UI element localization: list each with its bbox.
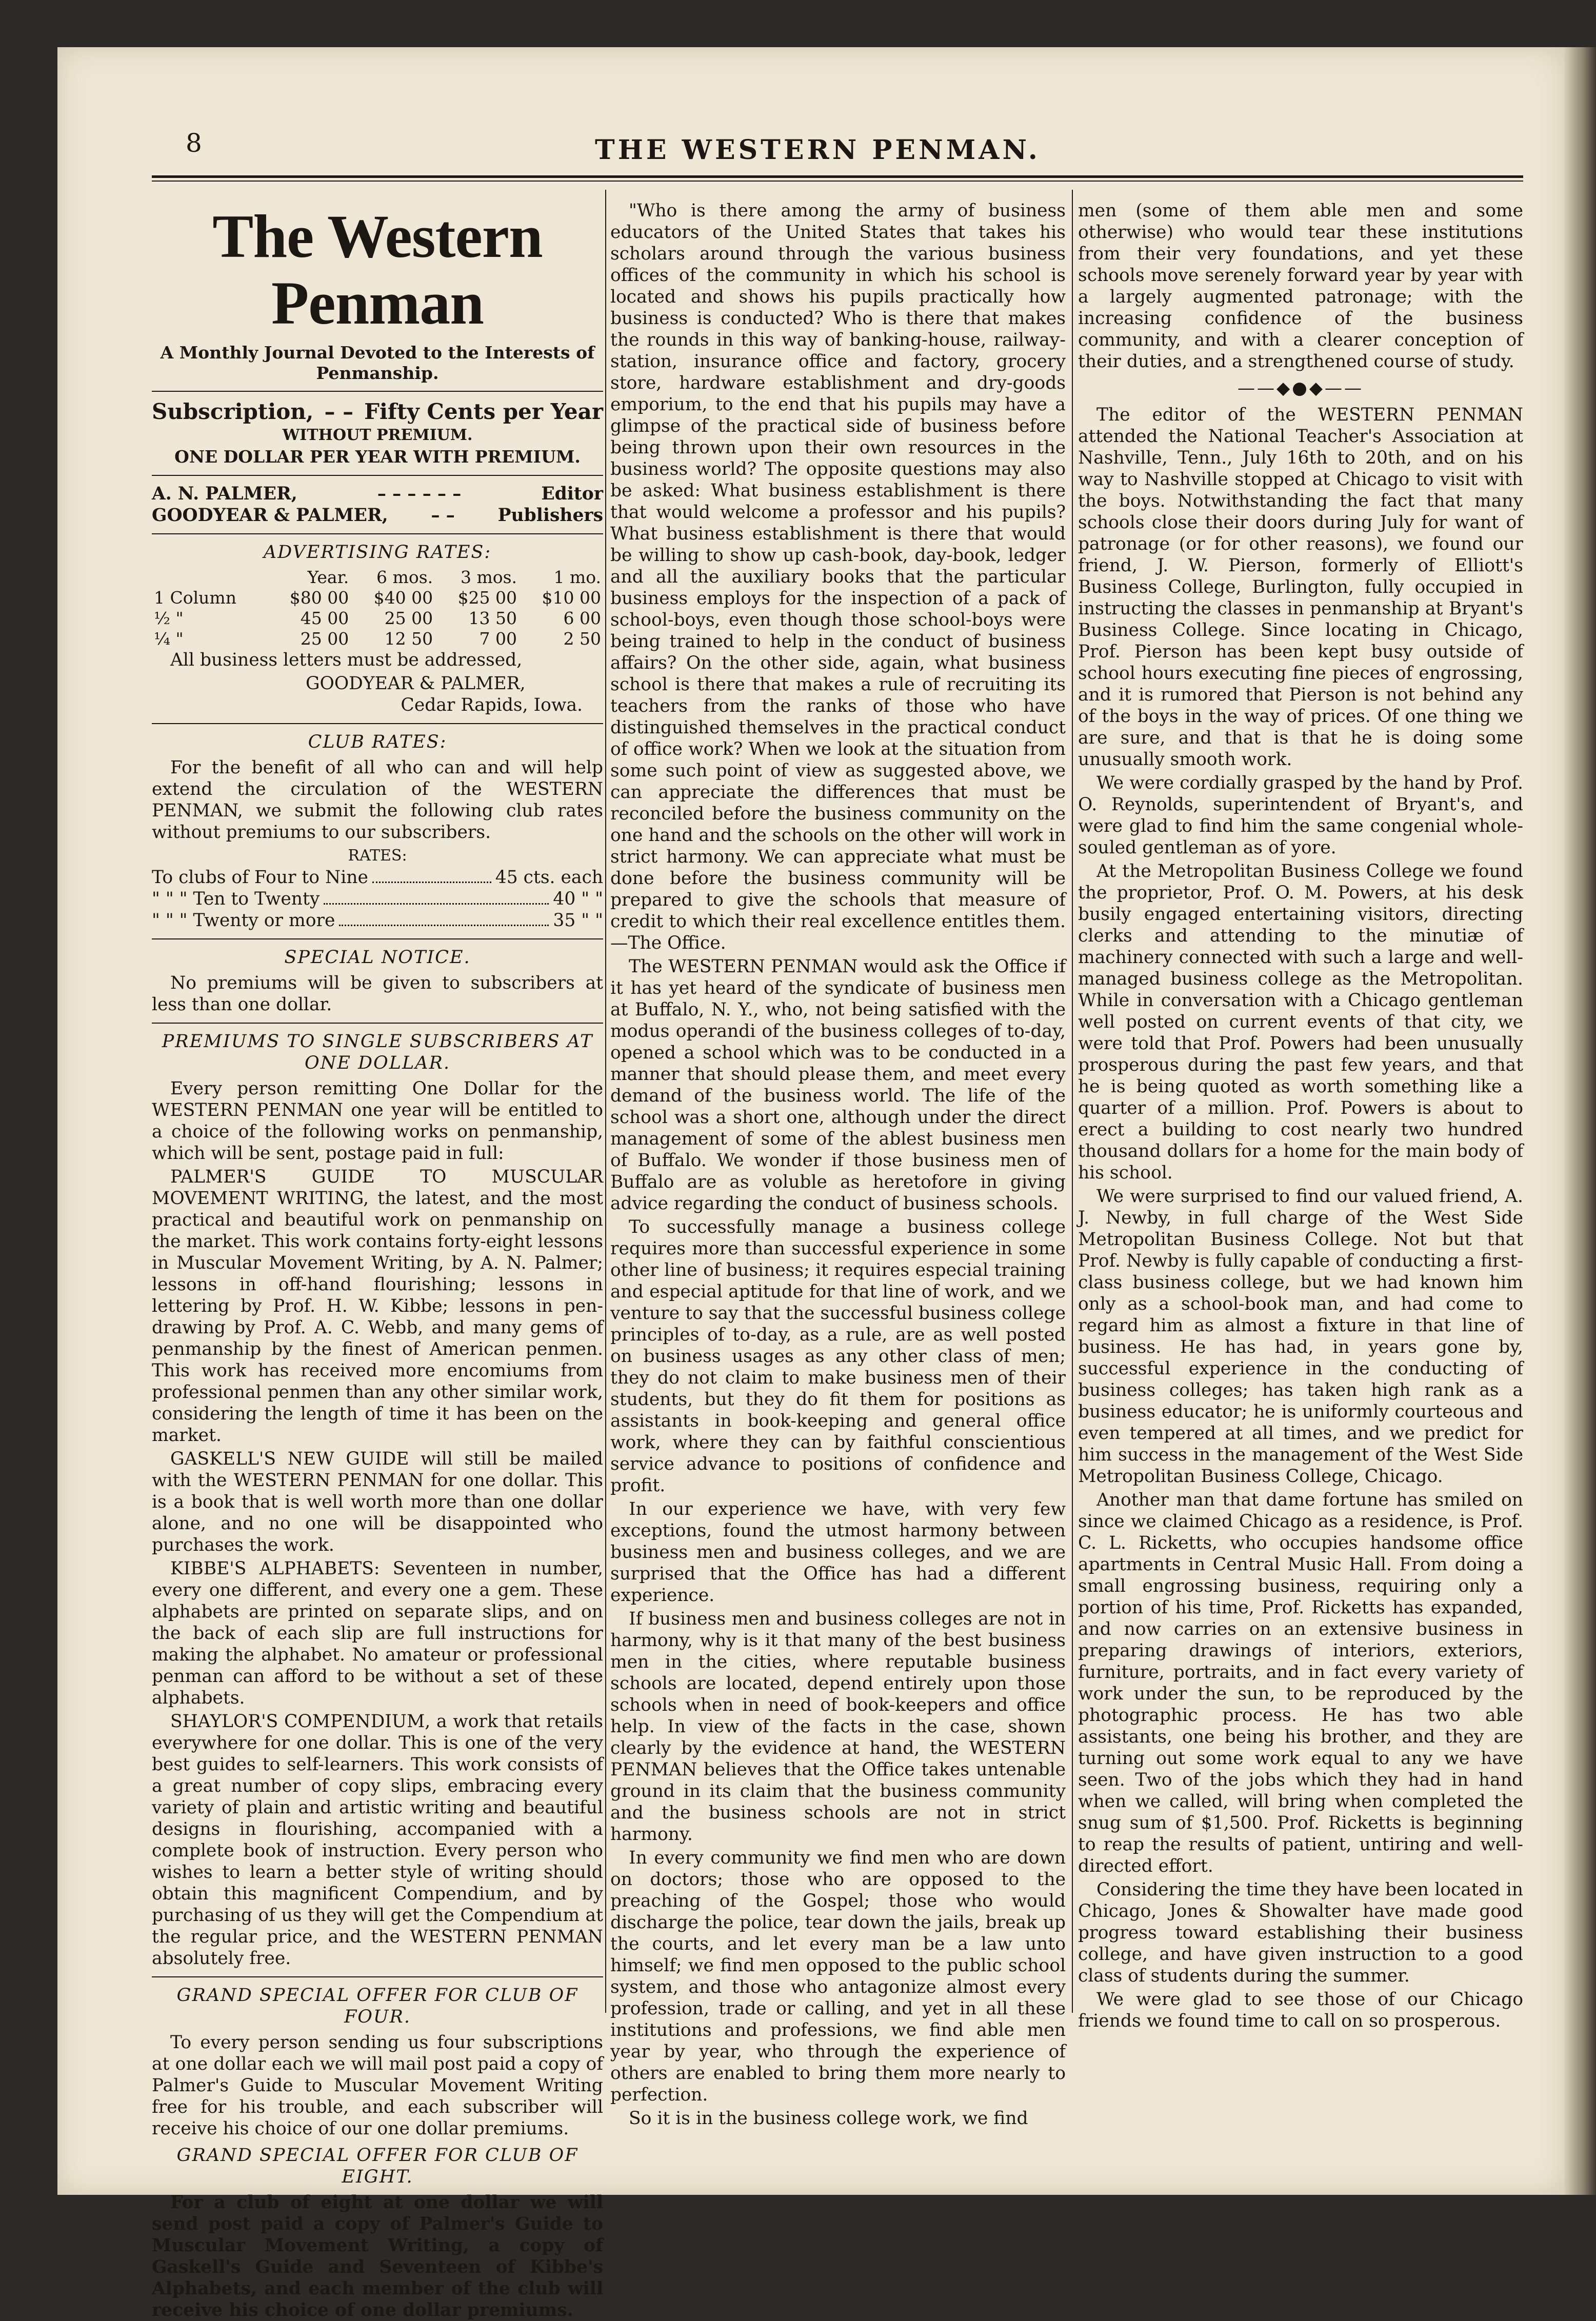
editor-name: A. N. PALMER,: [152, 484, 297, 504]
editor-role: Editor: [541, 484, 603, 504]
article-paragraph: We were glad to see those of our Chicago friends we found time to call on so prosperous.: [1078, 1989, 1523, 2031]
table-cell: ½ ": [154, 608, 184, 628]
rates-label: RATES:: [348, 847, 407, 865]
premiums-heading: PREMIUMS TO SINGLE SUBSCRIBERS AT ONE DOLLAR.: [162, 1031, 593, 1073]
article-paragraph: In our experience we have, with very few exceptions, found the utmost harmony between business men and business colleges, and we are surprised that the Office has had a different experience.: [610, 1499, 1066, 1606]
special-heading: SPECIAL NOTICE.: [284, 947, 471, 968]
premiums-paragraph: SHAYLOR'S COMPENDIUM, a work that retails everywhere for one dollar. This is one of the very best guides to self-learners. This work consists of a great number of copy slips, embracing every variety of plain and artistic writing and beautiful designs in flourishing, accompanied with a complete book of instruction. Every person who wishes to learn a better style of writing should obtain this magnificent Compendium, and by purchasing of us they will get the Compendium at the regular price, and the WESTERN PENMAN absolutely free.: [152, 1711, 603, 1969]
article-paragraph: We were surprised to find our valued friend, A. J. Newby, in full charge of the West Side Metropolitan Business College. Not but that Prof. Newby is fully capable of conducting a first-class business college, but we had known him only as a school-book man, and had come to regard him as almost a fixture in that line of business. He has had, in years gone by, successful experience in the conducting of business colleges; has taken high rank as a business educator; he is uniformly courteous and even tempered at all times, and we predict for him success in the management of the West Side Metropolitan Business College, Chicago.: [1078, 1186, 1523, 1487]
divider: [152, 391, 603, 392]
article-paragraph: The editor of the WESTERN PENMAN attended the National Teacher's Association at Nashville, Tenn., July 16th to 20th, and on his way to Nashville stopped at Chicago to visit with the boys. Notwithstanding the fact that many schools close their doors during July for want of patronage (or for other reasons), we found our friend, J. W. Pierson, formerly of Elliott's Business College, Burlington, fully occupied in instructing the classes in penmanship at Bryant's Business College. Since locating in Chicago, Prof. Pierson has been kept busy outside of school hours executing fine pieces of engrossing, and it is rumored that Pierson is not behind any of the boys in the way of prices. Of one thing we are sure, and that is that he is doing some unusually smooth work.: [1078, 405, 1523, 770]
club-rate-row: [152, 867, 603, 888]
column-2: [610, 200, 1066, 2129]
article-paragraph: We were cordially grasped by the hand by Prof. O. Reynolds, superintendent of Bryant's, and were glad to find him the same congenial whole-souled gentleman as of yore.: [1078, 773, 1523, 858]
club-rate-label: To clubs of Four to Nine: [152, 867, 368, 888]
club-rate-label: " " " Twenty or more: [152, 910, 335, 931]
table-header-row: [152, 567, 603, 588]
advertising-heading: ADVERTISING RATES:: [263, 542, 492, 563]
dot-leader: [339, 910, 549, 926]
divider: [152, 533, 603, 534]
table-header: 6 mos.: [376, 567, 433, 587]
table-cell: ¼ ": [154, 629, 184, 649]
premiums-paragraph: PALMER'S GUIDE TO MUSCULAR MOVEMENT WRITING, the latest, and the most practical and beautiful work on penmanship on the market. This work contains forty-eight lessons in Muscular Movement Writing, by A. N. Palmer; lessons in off-hand flourishing; lessons in lettering by Prof. H. W. Kibbe; lessons in pen-drawing by Prof. A. C. Webb, and many gems of penmanship by the finest of American penmen. This work has received more encomiums from professional penmen than any other similar work, considering the length of time it has been on the market.: [152, 1167, 603, 1446]
divider: [152, 1023, 603, 1024]
premiums-paragraph: Every person remitting One Dollar for the WESTERN PENMAN one year will be entitled to a choice of the following works on penmanship, which will be sent, postage paid in full:: [152, 1078, 603, 1164]
subscription-price: Fifty Cents per Year: [364, 399, 603, 424]
publisher-role: Publishers: [497, 505, 603, 526]
column-rule-1: [605, 190, 606, 2013]
letters-note: All business letters must be addressed,: [170, 650, 523, 670]
club-body: For the benefit of all who can and will help extend the circulation of the WESTERN PENMAN, we submit the following club rates without premiums to our subscribers.: [152, 757, 603, 843]
article-paragraph: In every community we find men who are down on doctors; those who are opposed to the preaching of the Gospel; those who would discharge the police, tear down the jails, break up the courts, and let every man be a law unto himself; we find men opposed to the public school system, and those who antagonize almost every profession, trade or calling, and yet in all these institutions and professions, we find able men year by year, who through the experience of others are enabled to bring them more nearly to perfection.: [610, 1848, 1066, 2105]
column-3: [1078, 200, 1523, 2031]
address-name: GOODYEAR & PALMER,: [306, 673, 526, 694]
editor-dashes: – – – – – –: [377, 484, 462, 504]
table-header: 3 mos.: [460, 567, 517, 587]
page-number: 8: [186, 128, 202, 158]
article-paragraph: The WESTERN PENMAN would ask the Office if it has yet heard of the syndicate of business men at Buffalo, N. Y., who, not being satisfied with the modus operandi of the business colleges of to-day, opened a school which was to be conducted in a manner that should please them, and meet every demand of the business world. The life of the school was a short one, although under the direct management of some of the ablest business men of Buffalo. We wonder if those business men of Buffalo are as voluble as heretofore in giving advice regarding the conduct of business schools.: [610, 956, 1066, 1214]
subscription-label: Subscription,: [152, 399, 314, 424]
grand-eight-body: For a club of eight at one dollar we will send post paid a copy of Palmer's Guide to Muscular Movement Writing, a copy of Gaskell's Guide and Seventeen of Kibbe's Alphabets, and each member of the club will receive his choice of one dollar premiums.: [152, 2192, 603, 2320]
table-cell: $80 00: [289, 588, 349, 608]
club-rate-value: 45 cts. each: [495, 867, 603, 888]
grand-four-body: To every person sending us four subscriptions at one dollar each we will mail post paid a copy of Palmer's Guide to Muscular Movement Writing free for his trouble, and each subscriber will receive his choice of our one dollar premiums.: [152, 2032, 603, 2139]
table-row: [152, 608, 603, 629]
article-paragraph: Considering the time they have been located in Chicago, Jones & Showalter have made good progress toward establishing their business college, and have given instruction to a good class of students during the summer.: [1078, 1879, 1523, 1986]
table-cell: 12 50: [384, 629, 433, 649]
divider: [152, 723, 603, 724]
club-rate-row: [152, 888, 603, 910]
club-rate-label: " " " Ten to Twenty: [152, 889, 320, 909]
masthead-tagline: A Monthly Journal Devoted to the Interests of Penmanship.: [160, 343, 595, 383]
premiums-paragraph: KIBBE'S ALPHABETS: Seventeen in number, every one different, and every one a gem. These alphabets are printed on separate slips, and on the back of each slip are full instructions for making the alphabet. No amateur or professional penman can afford to be without a set of these alphabets.: [152, 1558, 603, 1708]
table-cell: 25 00: [384, 608, 433, 628]
table-cell: 2 50: [563, 629, 601, 649]
column-1: [152, 200, 603, 2320]
address-city: Cedar Rapids, Iowa.: [401, 695, 583, 715]
club-rate-value: 40 " ": [553, 889, 603, 909]
dot-leader: [372, 867, 491, 883]
subscription-dashes: – –: [324, 399, 354, 424]
divider: [152, 938, 603, 939]
table-cell: 7 00: [479, 629, 517, 649]
special-body: No premiums will be given to subscribers at less than one dollar.: [152, 973, 603, 1015]
table-cell: $40 00: [373, 588, 433, 608]
table-header: 1 mo.: [553, 567, 601, 587]
article-paragraph: "Who is there among the army of business educators of the United States that takes his scholars around through the various business offices of the community in which his school is located and shows his pupils practically how business is conducted? Who is there that makes the rounds in this way of banking-house, railway-station, insurance office and factory, grocery store, hardware establishment and dry-goods emporium, to the end that his pupils may have a glimpse of the practical side of business before being thrown upon their own resources in the business world? The opposite questions may also be asked: What business establishment is there that would welcome a professor and his pupils? What business establishment is there that would be willing to show up cash-book, day-book, ledger and all the auxiliary books that the particular business employs for the inspection of a pack of school-boys, even though those school-boys were being trained to help in the conduct of business affairs? On the other side, again, what business school is there that makes a rule of recruiting its teachers from the ranks of those who have distinguished themselves in the practical conduct of office work? When we look at the situation from some such point of view as suggested above, we can appreciate the differences that must be reconciled before the business community on the one hand and the schools on the other will work in strict harmony. We can appreciate what must be done before the business community will be prepared to give the schools that measure of credit to which their real excellence entitles them.—The Office.: [610, 201, 1066, 953]
grand-eight-heading: GRAND SPECIAL OFFER FOR CLUB OF EIGHT.: [176, 2145, 578, 2187]
article-paragraph: men (some of them able men and some otherwise) who would tear these institutions from their very foundations, and yet these schools move serenely forward year by year with a largely augmented patronage; with the increasing confidence of the business community, and with a clearer conception of their duties, and a strengthened course of study.: [1078, 201, 1523, 372]
club-rate-value: 35 " ": [553, 910, 603, 931]
table-cell: $25 00: [457, 588, 517, 608]
table-header: Year.: [307, 567, 349, 587]
dot-leader: [324, 888, 549, 905]
premiums-paragraph: GASKELL'S NEW GUIDE will still be mailed with the WESTERN PENMAN for one dollar. This is a book that is well worth more than one dollar alone, and no one will be disappointed who purchases the work.: [152, 1449, 603, 1555]
grand-four-heading: GRAND SPECIAL OFFER FOR CLUB OF FOUR.: [176, 1985, 578, 2027]
table-row: [152, 629, 603, 649]
divider: [152, 1976, 603, 1977]
running-head: THE WESTERN PENMAN.: [595, 134, 1041, 166]
divider: [152, 475, 603, 476]
masthead-title: The Western Penman: [212, 202, 543, 337]
with-premium: ONE DOLLAR PER YEAR WITH PREMIUM.: [174, 447, 581, 467]
club-rate-row: [152, 910, 603, 931]
advertising-table: [152, 567, 603, 649]
publisher-line: [152, 505, 603, 526]
section-ornament: ——◆●◆——: [1238, 378, 1364, 398]
article-paragraph: To successfully manage a business college requires more than successful experience in some other line of business; it requires especial training and especial aptitude for that line of work, and we venture to say that the successful business college principles of to-day, as a rule, are as well posted on business usages as any other class of men; they do not claim to make business men of their students, but they do fit them for positions as assistants in book-keeping and general office work, where they can by faithful conscientious service advance to positions of confidence and profit.: [610, 1217, 1066, 1496]
club-heading: CLUB RATES:: [308, 732, 447, 752]
article-paragraph: So it is in the business college work, we find: [629, 2108, 1028, 2129]
without-premium: WITHOUT PREMIUM.: [282, 426, 473, 444]
header-rule-thin: [152, 181, 1523, 182]
publisher-name: GOODYEAR & PALMER,: [152, 505, 388, 526]
header-rule: [152, 175, 1523, 178]
table-cell: 45 00: [300, 608, 349, 628]
editor-line: [152, 483, 603, 505]
table-header: [152, 567, 267, 588]
table-cell: 13 50: [468, 608, 517, 628]
table-cell: 6 00: [563, 608, 601, 628]
article-paragraph: Another man that dame fortune has smiled on since we claimed Chicago as a residence, is Prof. C. L. Ricketts, who occupies handsome office apartments in Central Music Hall. From doing a small engrossing business, requiring only a portion of his time, Prof. Ricketts has expanded, and now carries on an extensive business in preparing drawings of interiors, exteriors, furniture, portraits, and in fact every variety of work under the sun, to be reproduced by the photographic process. He has two able assistants, one being his brother, and they are turning out some work equal to any we have seen. Two of the jobs which they had in hand when we called, will bring when completed the snug sum of $1,500. Prof. Ricketts is beginning to reap the results of patient, untiring and well-directed effort.: [1078, 1490, 1523, 1876]
subscription-line: [152, 399, 603, 425]
book-spine: [1564, 47, 1596, 2195]
table-cell: 25 00: [300, 629, 349, 649]
table-cell: 1 Column: [154, 588, 236, 608]
table-cell: $10 00: [542, 588, 601, 608]
column-rule-2: [1072, 190, 1073, 2013]
article-paragraph: If business men and business colleges are not in harmony, why is it that many of the best business men in the cities, where reputable business schools are located, depend entirely upon those schools when in need of book-keepers and office help. In view of the facts in the case, shown clearly by the evidence at hand, the WESTERN PENMAN believes that the Office takes untenable ground in its claim that the business community and the business schools are not in strict harmony.: [610, 1609, 1066, 1845]
article-paragraph: At the Metropolitan Business College we found the proprietor, Prof. O. M. Powers, at his desk busily engaged entertaining visitors, directing clerks and attending to the minutiæ of machinery connected with such a large and well-managed business college as the Metropolitan. While in conversation with a Chicago gentleman well posted on current events of that city, we were told that Prof. Powers had been unusually prosperous during the past few years, and that he is being quoted as worth something like a quarter of a million. Prof. Powers is about to erect a building to cost nearly two hundred thousand dollars for a home for the main body of his school.: [1078, 861, 1523, 1183]
table-row: [152, 588, 603, 608]
publisher-dashes: – –: [431, 505, 455, 526]
